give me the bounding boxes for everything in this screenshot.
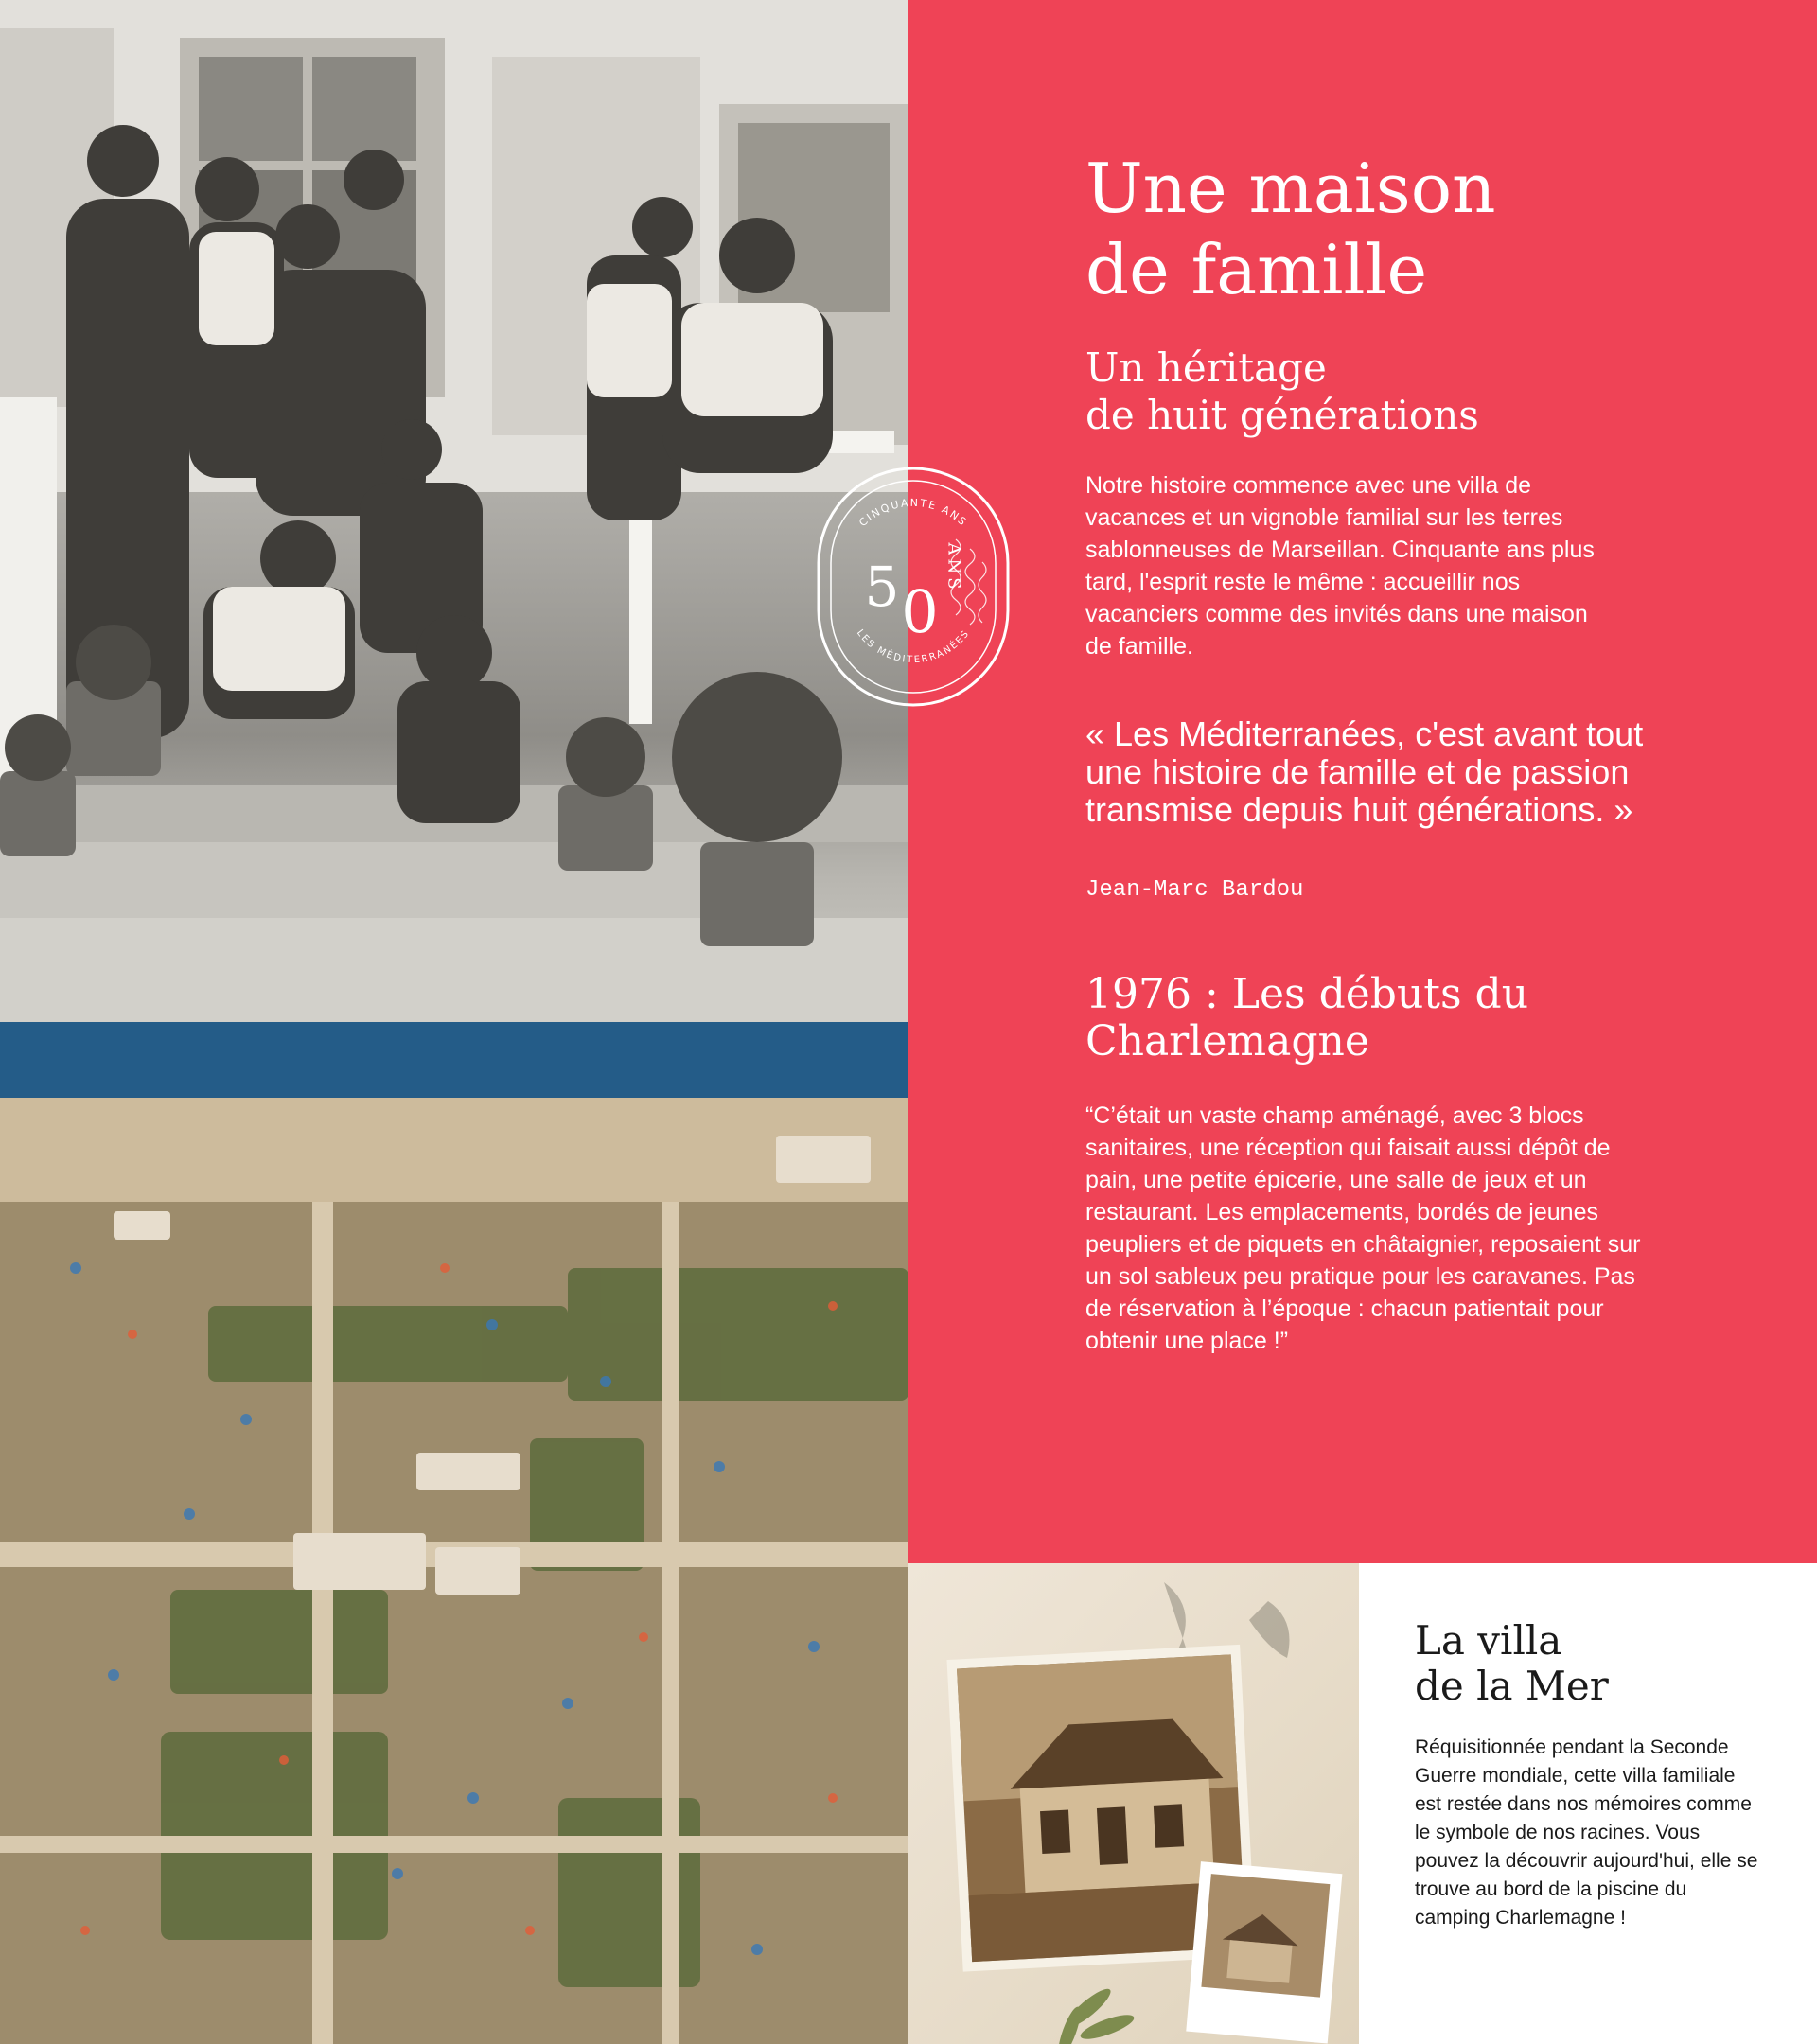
history-heading: [1085, 971, 1653, 1066]
history-heading-line-2: Charlemagne: [1085, 1017, 1369, 1066]
villa-heading-line-1: La villa: [1415, 1617, 1562, 1664]
heritage-heading: [1085, 344, 1748, 439]
badge-digit-five: 5: [864, 555, 900, 619]
badge-bottom-text: LES MÉDITERRANÉES: [854, 627, 973, 666]
badge-digit-zero: 0: [901, 577, 939, 646]
heritage-paragraph: Notre histoire commence avec une villa de vacances et un vignoble familial sur les terres sablonneuses de Marseillan. Cinquante ans plus tard, l'esprit reste le même : accueillir nos vacanciers comme des invités dans une maison de famille.: [1085, 472, 1595, 660]
anniversary-badge: [814, 464, 1013, 710]
story-panel: [908, 0, 1817, 1563]
page-title-line-1: Une maison: [1085, 149, 1496, 228]
family-photo-illustration: [0, 0, 908, 1022]
badge-top-text: CINQUANTE ANS: [856, 496, 970, 530]
founder-quote: « Les Méditerranées, c'est avant tout une histoire de famille et de passion transmise depuis huit générations. »: [1085, 714, 1644, 829]
badge-side-letters: ANS: [944, 542, 964, 593]
villa-heading: [1415, 1618, 1793, 1709]
page-title-line-2: de famille: [1085, 230, 1428, 309]
quote-author: Jean-Marc Bardou: [1085, 877, 1304, 903]
villa-heading-line-2: de la Mer: [1415, 1663, 1609, 1709]
history-heading-line-1: 1976 : Les débuts du: [1085, 970, 1529, 1018]
aerial-camping-photo: [0, 1022, 908, 2044]
villa-photo-illustration: [908, 1563, 1359, 2044]
olive-branch: [1054, 1984, 1137, 2044]
aerial-photo-illustration: [0, 1022, 908, 2044]
villa-vintage-photo: [908, 1563, 1359, 2044]
family-photo: [0, 0, 908, 1022]
heritage-heading-line-2: de huit générations: [1085, 392, 1479, 438]
villa-card: [1359, 1563, 1817, 2044]
history-paragraph: “C’était un vaste champ aménagé, avec 3 blocs sanitaires, une réception qui faisait aussi dépôt de pain, une petite épicerie, une salle de jeux et un restaurant. Les emplacements, bordés de jeunes peupliers et de piquets en châtaignier, reposaient sur un sol sableux peu pratique pour les caravanes. Pas de réservation à l’époque : chacun patientait pour obtenir une place !”: [1085, 1102, 1641, 1354]
villa-paragraph: Réquisitionnée pendant la Seconde Guerre mondiale, cette villa familiale est restée dans nos mémoires comme le symbole de nos racines. Vous pouvez la découvrir aujourd'hui, elle se trouve au bord de la piscine du camping Charlemagne !: [1415, 1736, 1758, 1929]
heritage-heading-line-1: Un héritage: [1085, 344, 1327, 391]
page-title: [1085, 148, 1748, 310]
